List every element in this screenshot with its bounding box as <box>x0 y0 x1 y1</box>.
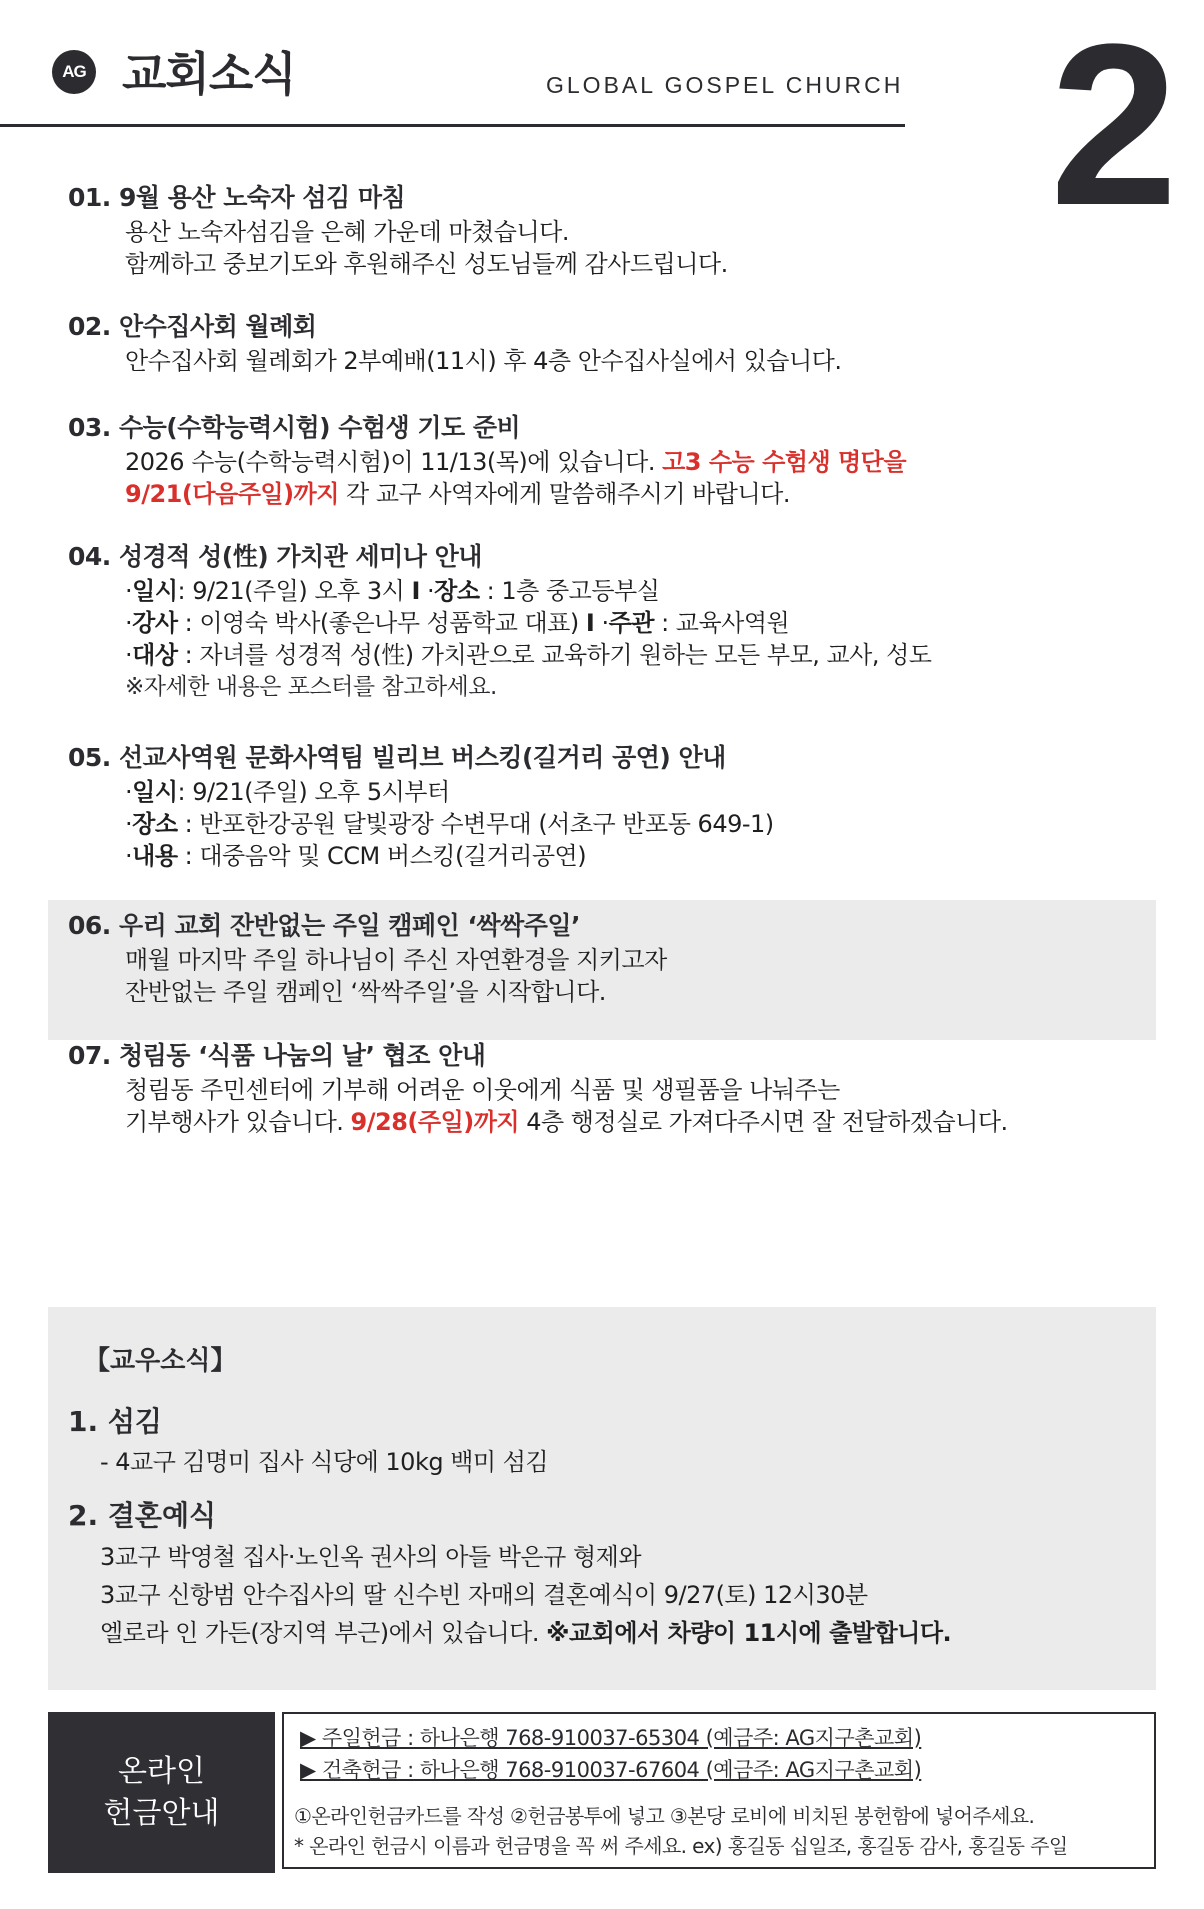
label-line: 헌금안내 <box>103 1795 220 1831</box>
member-news-line: - 4교구 김명미 집사 식당에 10kg 백미 섬김 <box>100 1448 549 1476</box>
member-news-heading: 【교우소식】 <box>84 1346 237 1376</box>
detail-value: : 자녀를 성경적 성(性) 가치관으로 교육하기 원하는 모든 부모, 교사, 성도 <box>177 641 932 669</box>
detail-row: ·장소 : 반포한강공원 달빛광장 수변무대 (서초구 반포동 649-1) <box>125 810 774 838</box>
item-body <box>68 345 1118 377</box>
online-offering-label <box>48 1712 275 1873</box>
detail-key: 내용 <box>132 842 178 870</box>
page-number: 2 <box>1050 0 1178 253</box>
news-item-04 <box>68 539 1118 703</box>
item-line: 청림동 주민센터에 기부해 어려운 이웃에게 식품 및 생필품을 나눠주는 <box>125 1076 840 1104</box>
detail-key: 강사 <box>132 609 178 637</box>
item-line <box>125 478 1118 510</box>
member-news-line <box>100 1614 951 1652</box>
bold-notice: ※교회에서 차량이 11시에 출발합니다. <box>546 1619 952 1647</box>
separator: Ⅰ <box>585 609 595 637</box>
detail-key: 장소 <box>434 577 480 605</box>
member-news-section-title: 1. 섬김 <box>68 1405 162 1438</box>
page-title: 교회소식 <box>122 47 296 101</box>
news-item-03 <box>68 410 1118 510</box>
detail-value: : 이영숙 박사(좋은나무 성품학교 대표) <box>177 609 579 637</box>
detail-value: : 9/21(주일) 오후 5시부터 <box>177 778 450 806</box>
detail-key: 대상 <box>132 641 178 669</box>
highlight-text: 9/28(주일)까지 <box>350 1108 520 1136</box>
news-item-02 <box>68 309 1118 377</box>
item-body <box>68 216 1118 280</box>
item-body <box>68 776 1118 872</box>
member-news-line: 3교구 신항범 안수집사의 딸 신수빈 자매의 결혼예식이 9/27(토) 12시30분 <box>100 1581 868 1609</box>
item-line <box>125 446 1118 478</box>
header-divider <box>0 124 905 127</box>
text: 2026 수능(수학능력시험)이 11/13(목)에 있습니다. <box>125 448 663 476</box>
detail-row: ·일시: 9/21(주일) 오후 5시부터 <box>125 778 450 806</box>
offering-note: * 온라인 헌금시 이름과 헌금명을 꼭 써 주세요. ex) 홍길동 십일조, 홍길동 감사, 홍길동 주일 <box>294 1834 1068 1858</box>
item-title: 04. 성경적 성(性) 가치관 세미나 안내 <box>68 542 482 571</box>
item-title: 07. 청림동 ‘식품 나눔의 날’ 협조 안내 <box>68 1041 486 1070</box>
detail-key: 장소 <box>132 810 178 838</box>
news-item-06 <box>68 908 1118 1008</box>
item-body <box>68 944 1118 1008</box>
church-name: GLOBAL GOSPEL CHURCH <box>546 72 904 98</box>
news-item-07 <box>68 1038 1118 1138</box>
item-line <box>125 1106 1118 1138</box>
item-body <box>68 1074 1118 1138</box>
text: 엘로라 인 가든(장지역 부근)에서 있습니다. <box>100 1619 547 1647</box>
detail-row: ·대상 : 자녀를 성경적 성(性) 가치관으로 교육하기 원하는 모든 부모, 교사, 성도 <box>125 641 932 669</box>
detail-value: : 1층 중고등부실 <box>479 577 660 605</box>
member-news-section-title: 2. 결혼예식 <box>68 1499 217 1532</box>
detail-key: 주관 <box>608 609 654 637</box>
news-item-01 <box>68 180 1118 280</box>
item-line: 잔반없는 주일 캠페인 ‘싹싹주일’을 시작합니다. <box>125 978 606 1006</box>
news-item-05 <box>68 740 1118 872</box>
detail-value: : 9/21(주일) 오후 3시 <box>177 577 405 605</box>
text: 4층 행정실로 가져다주시면 잘 전달하겠습니다. <box>519 1108 1008 1136</box>
item-title: 05. 선교사역원 문화사역팀 빌리브 버스킹(길거리 공연) 안내 <box>68 743 726 772</box>
detail-row: ·내용 : 대중음악 및 CCM 버스킹(길거리공연) <box>125 842 587 870</box>
text: 각 교구 사역자에게 말씀해주시기 바랍니다. <box>338 480 790 508</box>
church-logo: AG <box>52 50 96 94</box>
member-news-line: 3교구 박영철 집사·노인옥 권사의 아들 박은규 형제와 <box>100 1543 642 1571</box>
highlight-text: 9/21(다음주일)까지 <box>125 480 339 508</box>
item-body <box>68 446 1118 510</box>
detail-value: : 교육사역원 <box>653 609 790 637</box>
text: 기부행사가 있습니다. <box>125 1108 351 1136</box>
label-line: 온라인 <box>118 1753 205 1789</box>
detail-value: : 대중음악 및 CCM 버스킹(길거리공연) <box>177 842 587 870</box>
online-offering-box <box>282 1712 1156 1869</box>
item-title: 01. 9월 용산 노숙자 섬김 마침 <box>68 183 406 212</box>
bank-account-sunday: ▶ 주일헌금 : 하나은행 768-910037-65304 (예금주: AG지구촌교회) <box>300 1726 922 1750</box>
highlight-text: 고3 수능 수험생 명단을 <box>662 448 907 476</box>
item-line: 안수집사회 월례회가 2부예배(11시) 후 4층 안수집사실에서 있습니다. <box>125 347 842 375</box>
item-title: 02. 안수집사회 월례회 <box>68 312 317 341</box>
detail-row: ·일시: 9/21(주일) 오후 3시 Ⅰ ·장소 : 1층 중고등부실 <box>125 577 660 605</box>
item-line: 매월 마지막 주일 하나님이 주신 자연환경을 지키고자 <box>125 946 667 974</box>
offering-instructions: ①온라인헌금카드를 작성 ②헌금봉투에 넣고 ③본당 로비에 비치된 봉헌함에 넣어주세요. <box>294 1804 1035 1828</box>
bank-account-building: ▶ 건축헌금 : 하나은행 768-910037-67604 (예금주: AG지구촌교회) <box>300 1758 922 1782</box>
detail-key: 일시 <box>132 778 178 806</box>
detail-key: 일시 <box>132 577 178 605</box>
separator: Ⅰ <box>411 577 420 605</box>
item-note: ※자세한 내용은 포스터를 참고하세요. <box>125 674 497 700</box>
item-line: 용산 노숙자섬김을 은혜 가운데 마쳤습니다. <box>125 218 569 246</box>
item-title: 06. 우리 교회 잔반없는 주일 캠페인 ‘싹싹주일’ <box>68 911 581 940</box>
detail-value: : 반포한강공원 달빛광장 수변무대 (서초구 반포동 649-1) <box>177 810 774 838</box>
detail-row: ·강사 : 이영숙 박사(좋은나무 성품학교 대표) Ⅰ ·주관 : 교육사역원 <box>125 609 790 637</box>
item-line: 함께하고 중보기도와 후원해주신 성도님들께 감사드립니다. <box>125 250 728 278</box>
item-body <box>68 575 1118 703</box>
item-title: 03. 수능(수학능력시험) 수험생 기도 준비 <box>68 413 521 442</box>
